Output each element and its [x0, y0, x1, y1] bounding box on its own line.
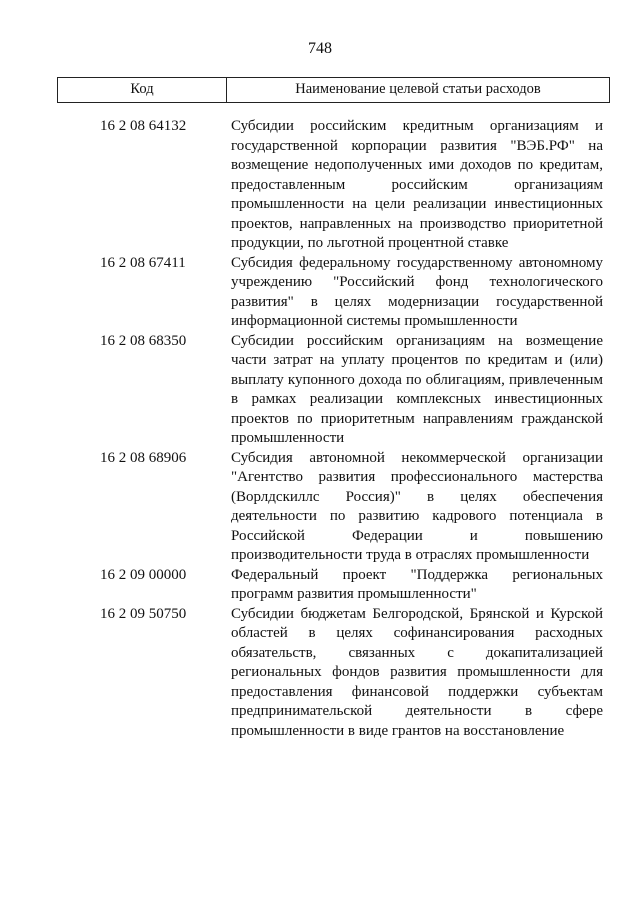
table-row	[57, 117, 610, 254]
row-description: Федеральный проект "Поддержка региональных программ развития промышленности"	[231, 566, 603, 602]
page-number: 748	[308, 40, 332, 57]
row-description: Субсидия автономной некоммерческой организации "Агентство развития профессионального мастерства (Ворлдскиллс Россия)" в целях обеспечения деятельности по развитию кадрового потенциала в Российской Федерации и повышению производительности труда в отраслях промышленности	[231, 449, 603, 563]
table-body	[57, 117, 610, 741]
table-row	[57, 254, 610, 332]
table-row	[57, 449, 610, 566]
row-code: 16 2 08 64132	[100, 118, 187, 134]
table-row	[57, 332, 610, 449]
header-code: Код	[58, 78, 227, 102]
row-code: 16 2 08 68350	[100, 332, 187, 349]
header-name: Наименование целевой статьи расходов	[295, 81, 541, 97]
row-description: Субсидии российским организациям на возмещение части затрат на уплату процентов по кредитам и (или) выплату купонного дохода по облигациям, привлеченным в рамках реализации комплексных инвестиционных проектов по приоритетным направлениям гражданской промышленности	[231, 332, 603, 446]
row-description: Субсидии бюджетам Белгородской, Брянской и Курской областей в целях софинансирования расходных обязательств, связанных с докапитализацией региональных фондов развития промышленности для предоставления финансовой поддержки субъектам предпринимательской деятельности в сфере промышленности в виде грантов на восстановление	[231, 605, 603, 739]
row-code: 16 2 08 68906	[100, 449, 187, 466]
row-code: 16 2 09 50750	[100, 605, 187, 622]
table-row	[57, 605, 610, 742]
row-code: 16 2 08 67411	[100, 254, 186, 271]
row-description: Субсидии российским кредитным организациям и государственной корпорации развития "ВЭБ.РФ" на возмещение недополученных ими доходов по кредитам, предоставленным российским организациям промышленности на цели реализации инвестиционных проектов, направленных на производство приоритетной продукции, по льготной процентной ставке	[231, 118, 603, 251]
table-row	[57, 566, 610, 605]
row-code: 16 2 09 00000	[100, 566, 187, 583]
table-header	[57, 77, 610, 103]
row-description: Субсидия федеральному государственному автономному учреждению "Российский фонд технологического развития" в целях модернизации государственной информационной системы промышленности	[231, 254, 603, 329]
